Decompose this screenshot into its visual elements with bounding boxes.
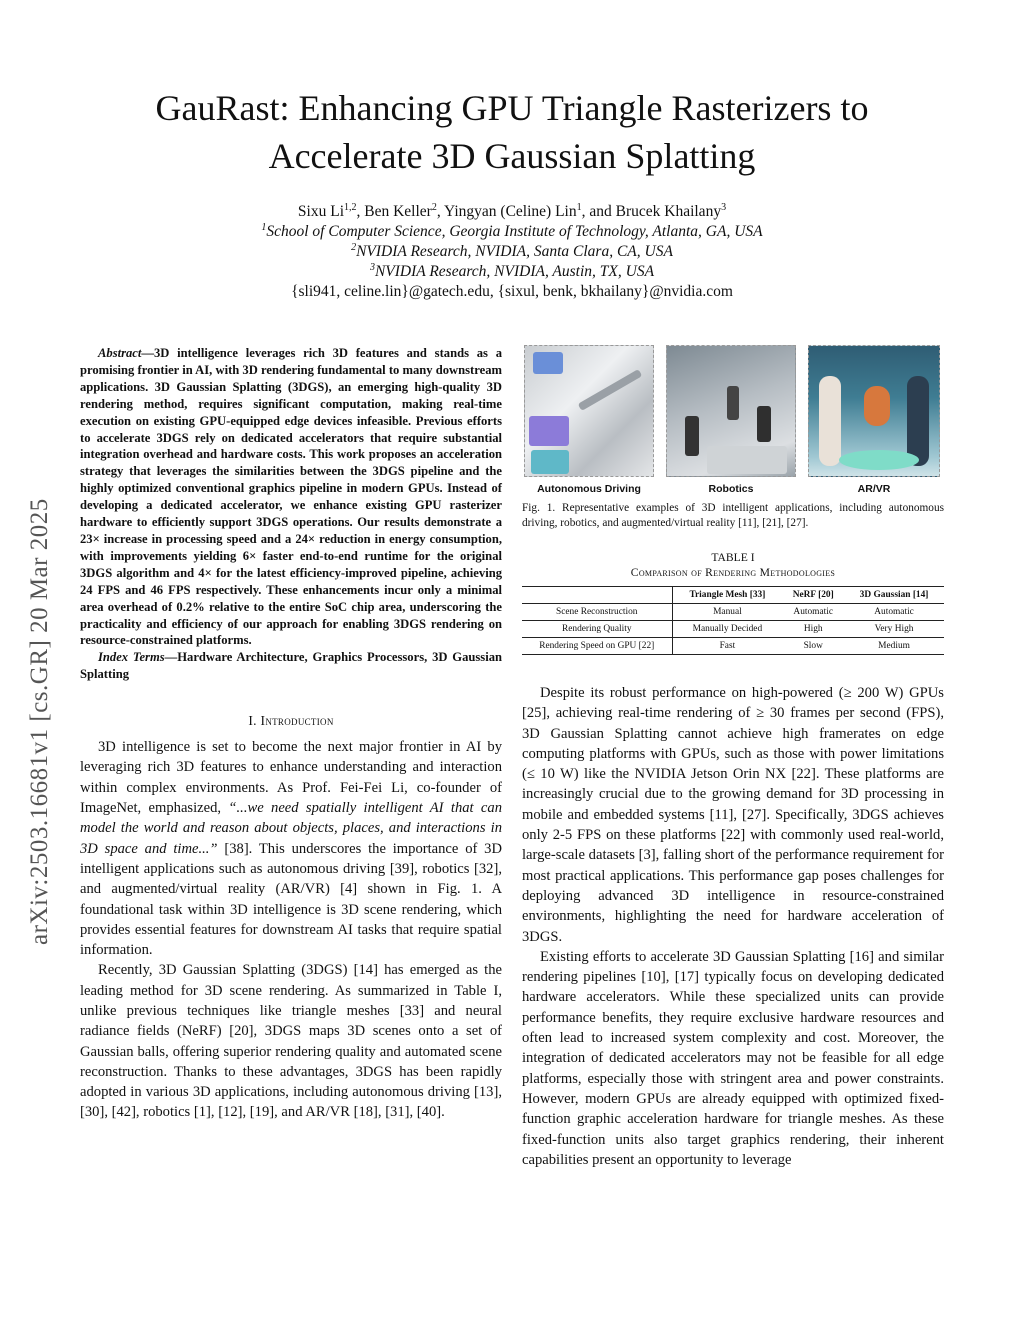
author-emails: {sli941, celine.lin}@gatech.edu, {sixul, benk, bkhailany}@nvidia.com (291, 283, 733, 300)
autonomous-driving-image (524, 345, 654, 477)
author-block (60, 202, 964, 302)
affiliation-marker: 2 (351, 241, 357, 253)
table-cell: Automatic (793, 607, 833, 617)
affiliation-text: NVIDIA Research, NVIDIA, Austin, TX, USA (374, 263, 655, 280)
index-terms-label: Index Terms (98, 650, 165, 665)
table-header-cell (522, 587, 672, 604)
table-header-cell: 3D Gaussian [14] (859, 590, 929, 600)
ar-vr-image (808, 345, 940, 477)
abstract (80, 345, 502, 649)
table-row (522, 621, 944, 638)
table-cell: Scene Reconstruction (522, 604, 672, 621)
table-cell: Rendering Quality (522, 621, 672, 638)
title-line-2: Accelerate 3D Gaussian Splatting (268, 136, 756, 176)
index-terms-text: —Hardware Architecture, Graphics Processors, 3D Gaussian Splatting (80, 650, 502, 682)
section-heading-introduction (80, 713, 502, 729)
figure-caption: Fig. 1. Representative examples of 3D intelligent applications, including autonomous driving, robotics, and augmented/virtual reality [11], [21], [27]. (522, 502, 944, 529)
affiliation-2 (60, 242, 964, 262)
comparison-table (522, 586, 944, 655)
table-caption: Comparison of Rendering Methodologies (630, 566, 836, 579)
affiliation-text: NVIDIA Research, NVIDIA, Santa Clara, CA, USA (356, 243, 673, 260)
affiliation-1 (60, 222, 964, 242)
table-cell: Medium (878, 641, 910, 651)
author-name: Sixu Li (297, 203, 344, 220)
right-column (522, 345, 944, 1170)
figure-label-autonomous-driving: Autonomous Driving (537, 483, 641, 495)
quotation: “...we need spatially intelligent AI that can model the world and reason about objects, places, and interactions in 3D space and time...” (80, 800, 503, 857)
author-name: Yingyan (Celine) Lin (444, 203, 577, 220)
right-column-text (522, 683, 944, 1170)
affiliation-marker: 1 (576, 201, 582, 213)
affiliation-marker: 3 (369, 261, 375, 273)
section-number: I. (248, 713, 261, 729)
intro-paragraph-1 (80, 737, 502, 960)
body-paragraph: Despite its robust performance on high-powered (≥ 200 W) GPUs [25], achieving real-time rendering of ≥ 30 frames per second (FPS), 3D Gaussian Splatting cannot achieve high framerates on edge computing platforms with GPUs, such as those with power limitations (≤ 10 W) like the NVIDIA Jetson Orin NX [22]. These platforms are increasingly crucial due to the growing demand for 3D processing in mobile and embedded systems [11], [27]. Specifically, 3DGS achieves only 2-5 FPS on these platforms [22] with commonly used real-world, large-scale datasets [3], falling short of the performance requirement for most practical applications. This performance gap poses challenges for deploying advanced 3D intelligence in resource-constrained environments, highlighting the need for hardware acceleration of 3DGS. (522, 685, 944, 945)
affiliation-marker: 2 (431, 201, 437, 213)
intro-paragraph-2: Recently, 3D Gaussian Splatting (3DGS) [14] has emerged as the leading method for 3D scene rendering. As summarized in Table I, unlike previous techniques like triangle meshes [33] and neural radiance fields (NeRF) [20], 3DGS maps 3D scenes onto a set of Gaussian balls, offering superior rendering quality and automated scene reconstruction. Thanks to these advantages, 3DGS has been rapidly adopted in various 3D applications, including autonomous driving [13], [30], [42], robotics [1], [12], [19], and AR/VR [18], [31], [40]. (80, 962, 502, 1121)
figure-label-ar-vr: AR/VR (857, 483, 891, 495)
author-name: and Brucek Khailany (589, 203, 722, 220)
text-run: [38]. This underscores the importance of 3D intelligent applications such as autonomous driving [39], robotics [32], and augmented/virtual reality (AR/VR) [4] shown in Fig. 1. A foundational task within 3D intelligence is 3D scene rendering, which provides essential features for downstream AI tasks that require spatial information. (80, 840, 502, 959)
table-header-cell: NeRF [20] (792, 590, 834, 600)
section-title: Introduction (260, 713, 334, 729)
robotics-image (666, 345, 796, 477)
table-header-row (522, 587, 944, 604)
table-row (522, 638, 944, 655)
affiliation-3 (60, 262, 964, 282)
table-header-cell: Triangle Mesh [33] (689, 590, 766, 600)
affiliation-marker: 1,2 (344, 201, 357, 213)
title-line-1: GauRast: Enhancing GPU Triangle Rasterizers to (155, 88, 869, 128)
table-cell: Fast (719, 641, 736, 651)
arxiv-identifier: arXiv:2503.16681v1 [cs.GR] 20 Mar 2025 (26, 498, 53, 945)
affiliation-marker: 1 (261, 221, 267, 233)
author-name: Ben Keller (364, 203, 432, 220)
table-cell: Manual (713, 607, 742, 617)
body-paragraph: Existing efforts to accelerate 3D Gaussian Splatting [16] and similar rendering pipelines [10], [17] typically focus on developing dedicated hardware accelerators. While these specialized units can provide performance benefits, they require exclusive hardware resources and often lead to increased system complexity and cost. Moreover, the integration of dedicated accelerators may not be feasible for all edge platforms, especially those with stringent area and power constraints. However, modern GPUs are already equipped with optimized fixed-function graphic acceleration hardware for triangle meshes. As these fixed-function units also target graphics rendering, their inherent capabilities present an opportunity to leverage (522, 948, 944, 1168)
left-column (80, 345, 502, 1123)
affiliation-marker: 3 (721, 201, 727, 213)
table-row (522, 604, 944, 621)
table-number: TABLE I (711, 551, 755, 564)
table-cell: Rendering Speed on GPU [22] (522, 638, 672, 655)
table-cell: Manually Decided (692, 624, 763, 634)
table-cell: High (803, 624, 823, 634)
abstract-label: Abstract (98, 346, 142, 360)
figure-label-robotics: Robotics (708, 483, 754, 495)
index-terms (80, 649, 502, 683)
paper-title (60, 84, 964, 180)
abstract-text: —3D intelligence leverages rich 3D features and stands as a promising frontier in AI, with 3D rendering fundamental to many downstream applications. 3D Gaussian Splatting (3DGS), an emerging high-quality 3D rendering method, requires significant computation, making real-time execution on existing GPU-equipped edge devices infeasible. Previous efforts to accelerate 3DGS rely on dedicated accelerators that require substantial integration overhead and hardware costs. This work proposes an acceleration strategy that leverages the similarities between the 3DGS pipeline and the highly optimized conventional graphics pipeline in modern GPUs. Instead of developing a dedicated accelerator, we enhance existing GPU rasterizer hardware to efficiently support 3DGS operations. Our results demonstrate a 23× increase in processing speed and a 24× reduction in energy consumption, with improvements yielding 6× faster end-to-end runtime for the original 3DGS algorithm and 4× for the latest efficiency-improved pipeline, achieving 24 FPS and 46 FPS respectively. These enhancements incur only a minimal area overhead of 0.2% relative to the entire SoC chip area, underscoring the practicality and efficiency of our approach for enabling 3DGS rendering on resource-constrained platforms. (80, 346, 502, 648)
table-cell: Automatic (874, 607, 914, 617)
figure-1 (522, 345, 944, 493)
text-run: 3D intelligence is set to become the next major frontier in AI by leveraging rich 3D features to enhance understanding and interaction within complex environments. As Prof. Fei-Fei Li, co-founder of ImageNet, emphasized, (80, 739, 502, 817)
table-cell: Slow (803, 641, 823, 651)
table-cell: Very High (874, 624, 914, 634)
affiliation-text: School of Computer Science, Georgia Institute of Technology, Atlanta, GA, USA (266, 223, 763, 240)
author-names: Sixu Li$^{1,2}$, Ben Keller$^2$, Yingyan (Celine) Lin$^1$, and Brucek Khailany$^3$ (297, 201, 727, 220)
